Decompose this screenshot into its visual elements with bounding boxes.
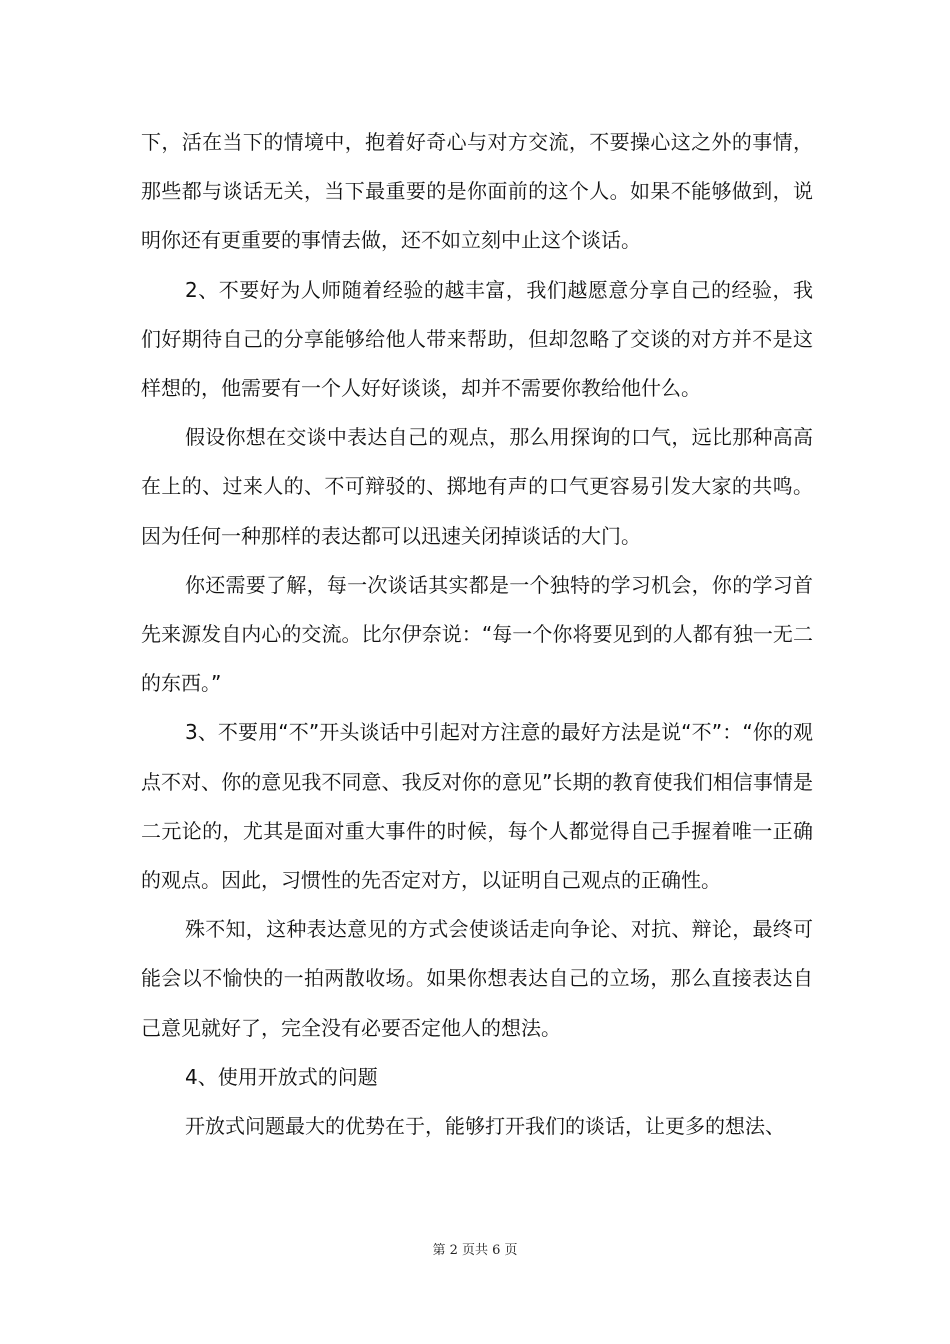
paragraph-7: 开放式问题最大的优势在于，能够打开我们的谈话，让更多的想法、 (185, 1114, 785, 1139)
paragraph-3: 假设你想在交谈中表达自己的观点，那么用探询的口气，远比那种高高在上的、过来人的、不可辩驳的、掷地有声的口气更容易引发大家的共鸣。因为任何一种那样的表达都可以迅速关闭掉谈话的大门。 (141, 425, 813, 548)
section-heading-4: 4、使用开放式的问题 (185, 1064, 378, 1089)
page-number-footer: 第 2 页共 6 页 (432, 1243, 518, 1258)
document-body (141, 118, 813, 1151)
paragraph-5: 3、不要用“不”开头谈话中引起对方注意的最好方法是说“不”：“你的观点不对、你的意见我不同意、我反对你的意见”长期的教育使我们相信事情是二元论的，尤其是面对重大事件的时候，每个人都觉得自己手握着唯一正确的观点。因此，习惯性的先否定对方，以证明自己观点的正确性。 (141, 720, 813, 893)
paragraph-2: 2、不要好为人师随着经验的越丰富，我们越愿意分享自己的经验，我们好期待自己的分享能够给他人带来帮助，但却忽略了交谈的对方并不是这样想的，他需要有一个人好好谈谈，却并不需要你教给他什么。 (141, 277, 813, 401)
paragraph-4: 你还需要了解，每一次谈话其实都是一个独特的学习机会，你的学习首先来源发自内心的交流。比尔伊奈说：“每一个你将要见到的人都有独一无二的东西。” (141, 572, 813, 696)
paragraph-1: 下，活在当下的情境中，抱着好奇心与对方交流，不要操心这之外的事情，那些都与谈话无关，当下最重要的是你面前的这个人。如果不能够做到，说明你还有更重要的事情去做，还不如立刻中止这个谈话。 (141, 130, 813, 253)
paragraph-6: 殊不知，这种表达意见的方式会使谈话走向争论、对抗、辩论，最终可能会以不愉快的一拍两散收场。如果你想表达自己的立场，那么直接表达自己意见就好了，完全没有必要否定他人的想法。 (141, 917, 813, 1040)
